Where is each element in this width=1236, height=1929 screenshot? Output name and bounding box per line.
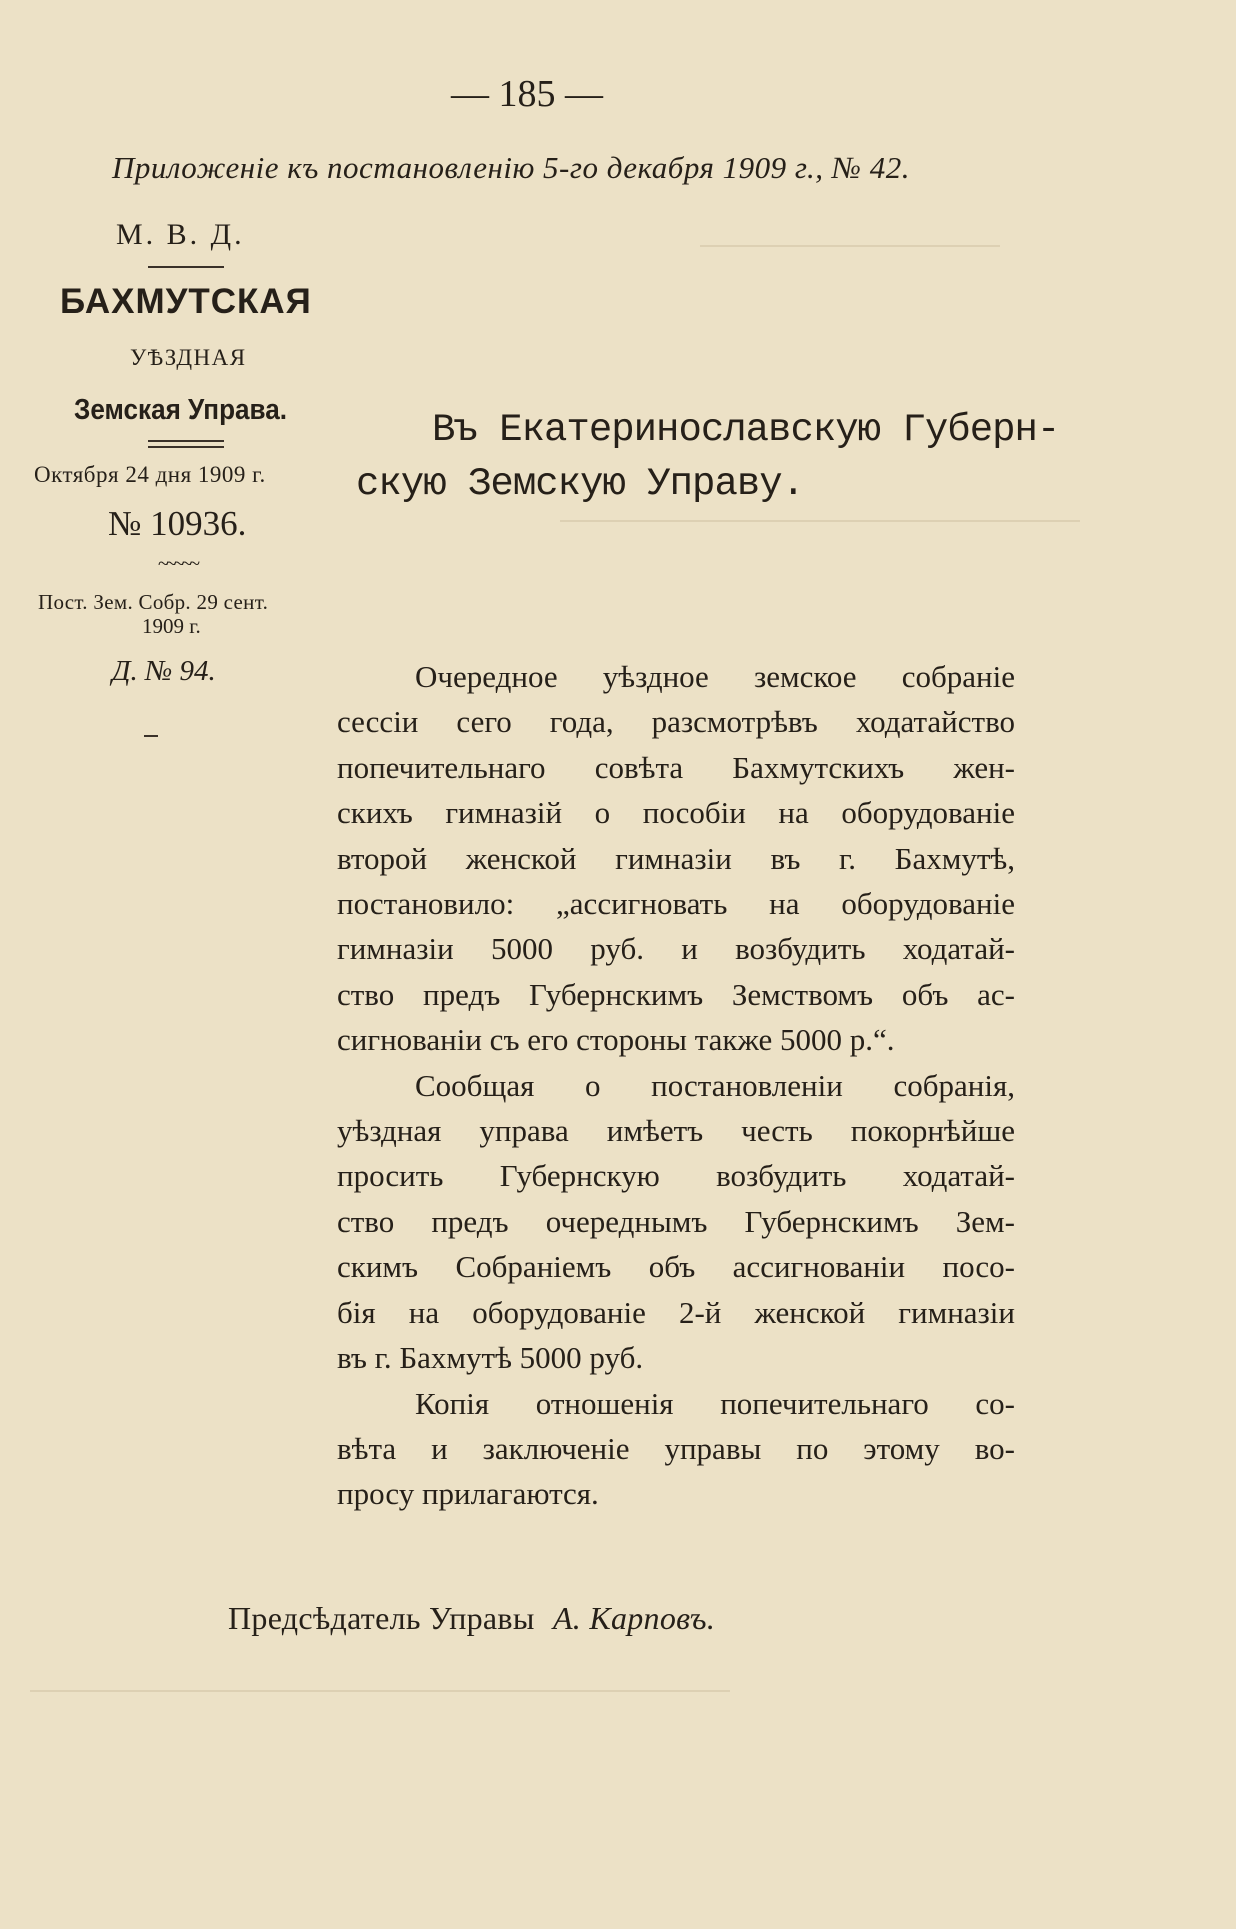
signature-title: Предсѣдатель Управы — [228, 1600, 535, 1636]
body-line: бія на оборудованіе 2-й женской гимназіи — [337, 1294, 1015, 1330]
small-dash — [144, 735, 158, 737]
wavy-underline: ~~~~~ — [158, 553, 198, 575]
body-line: ство предъ очереднымъ Губернскимъ Зем- — [337, 1203, 1015, 1239]
outgoing-date: Октября 24 дня 1909 г. — [34, 462, 266, 487]
body-line: скихъ гимназій о пособіи на оборудованіе — [337, 795, 1015, 831]
signature-name: А. Карповъ. — [552, 1600, 716, 1636]
body-line: просить Губернскую возбудить ходатай- — [337, 1158, 1015, 1194]
body-line: постановило: „ассигновать на оборудованіе — [337, 886, 1015, 922]
addressee-line1: Въ Екатеринославскую Губерн- — [432, 408, 1060, 452]
body-line: сигнованіи съ его стороны также 5000 р.“. — [337, 1022, 895, 1058]
appendix-caption: Приложеніе къ постановленію 5-го декабря 1909 г., № 42. — [112, 150, 911, 185]
reference-line2: 1909 г. — [142, 614, 201, 638]
case-number: Д. № 94. — [112, 655, 216, 687]
org-name-line1: БАХМУТСКАЯ — [60, 282, 312, 321]
body-line: Копія отношенія попечительнаго со- — [415, 1385, 1015, 1421]
body-line: попечительнаго совѣта Бахмутскихъ жен- — [337, 749, 1015, 785]
body-line: второй женской гимназіи въ г. Бахмутѣ, — [337, 840, 1015, 876]
body-line: въ г. Бахмутѣ 5000 руб. — [337, 1340, 644, 1376]
outgoing-number: № 10936. — [108, 504, 247, 543]
body-line: просу прилагаются. — [337, 1476, 599, 1512]
org-name-line2: УѢЗДНАЯ — [130, 345, 247, 370]
body-line: скимъ Собраніемъ объ ассигнованіи посо- — [337, 1249, 1015, 1285]
body-line: ство предъ Губернскимъ Земствомъ объ ас- — [337, 976, 1015, 1012]
body-line: сессіи сего года, разсмотрѣвъ ходатайство — [337, 704, 1015, 740]
letter-body — [337, 654, 1015, 1517]
divider — [148, 266, 224, 268]
addressee-line2: скую Земскую Управу. — [356, 462, 805, 506]
bleed-through-decoration — [700, 245, 1000, 255]
ministry-abbrev: М. В. Д. — [116, 218, 245, 251]
body-line: гимназіи 5000 руб. и возбудить ходатай- — [337, 931, 1015, 967]
org-name-line3: Земская Управа. — [74, 394, 288, 426]
body-line: уѣздная управа имѣетъ честь покорнѣйше — [337, 1113, 1015, 1149]
bleed-through-decoration — [30, 1690, 730, 1700]
bleed-through-decoration — [560, 520, 1080, 530]
page-number: — 185 — — [451, 73, 603, 115]
body-line: Очередное уѣздное земское собраніе — [415, 659, 1015, 694]
body-line: вѣта и заключеніе управы по этому во- — [337, 1430, 1015, 1466]
signature-block — [228, 1600, 715, 1637]
double-divider — [148, 440, 224, 448]
body-line: Сообщая о постановленіи собранія, — [415, 1067, 1015, 1103]
reference-line1: Пост. Зем. Собр. 29 сент. — [38, 590, 269, 614]
